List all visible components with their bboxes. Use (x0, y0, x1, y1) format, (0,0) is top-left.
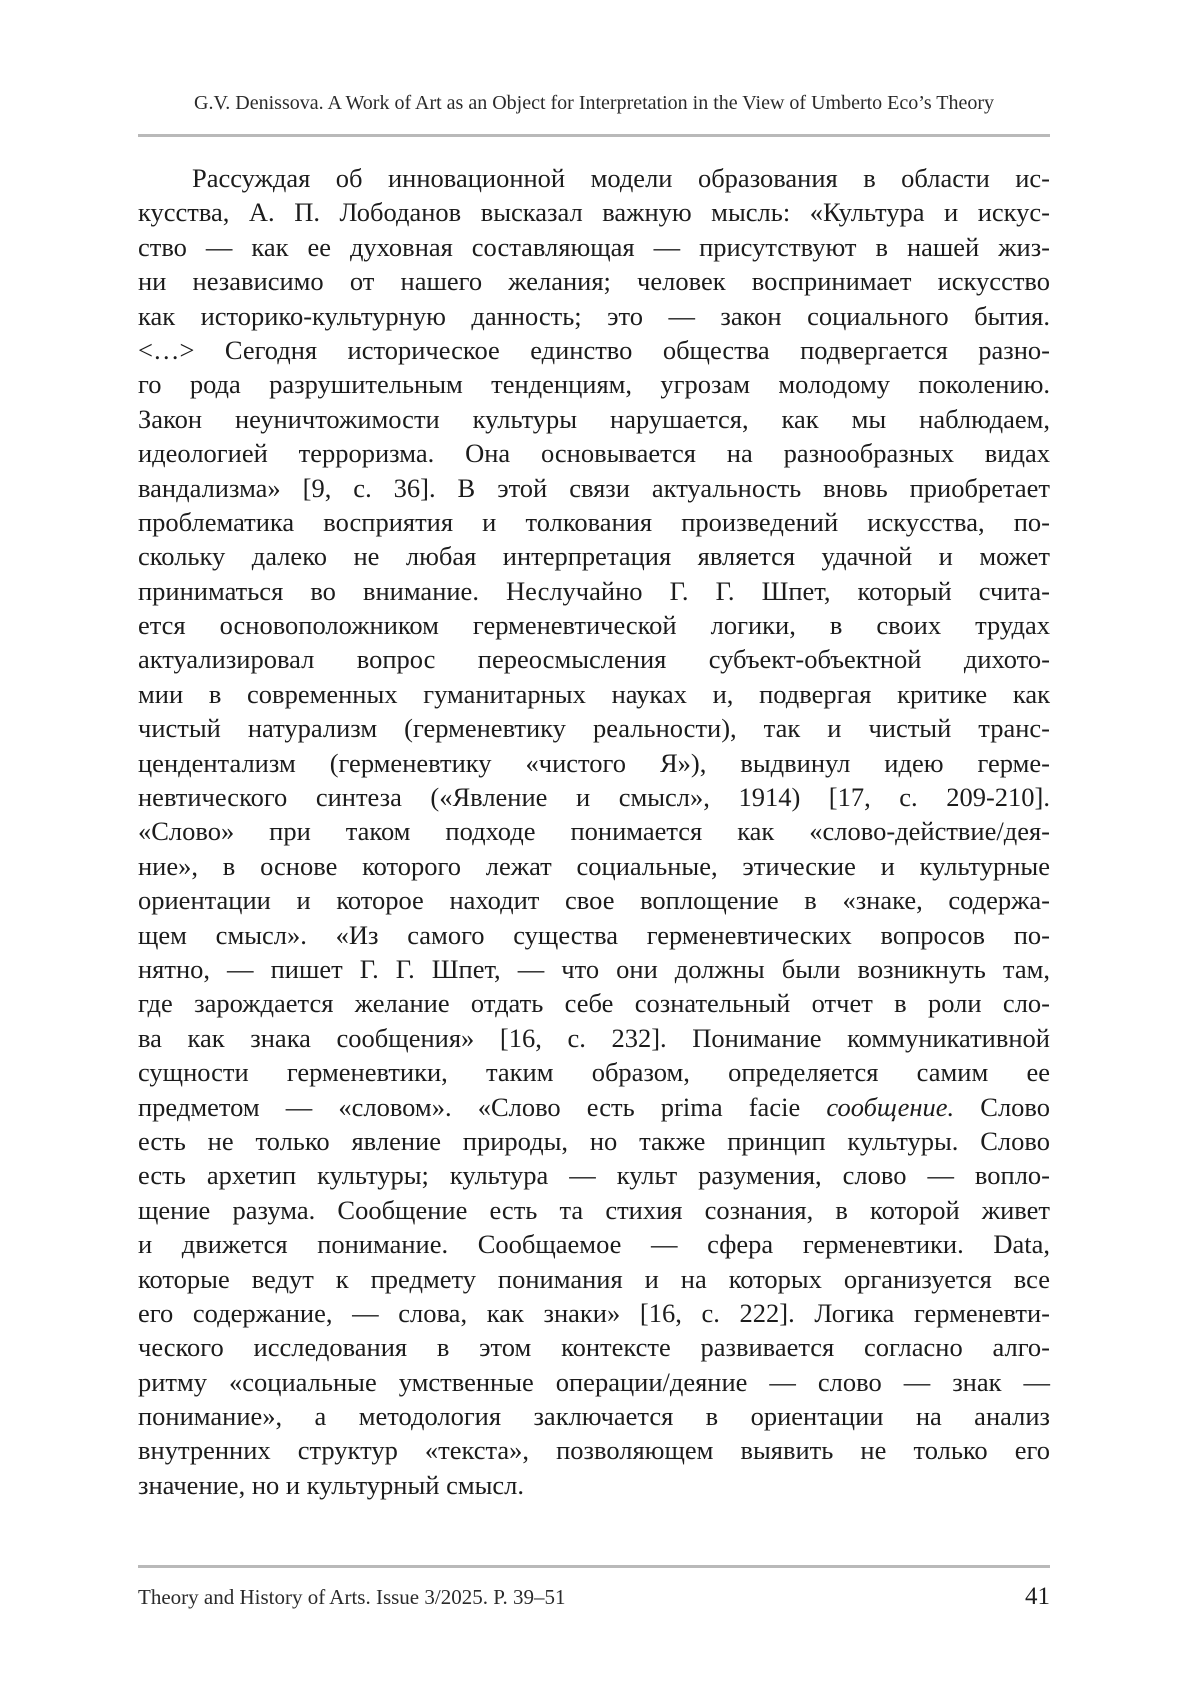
text-line-with-italic (138, 1090, 1050, 1124)
text-line: актуализировал вопрос переосмысления субъект-объектной дихото- (138, 644, 1050, 675)
text-line: <…> Сегодня историческое единство общества подвергается разно- (138, 334, 1050, 365)
text-line: чистый натурализм (герменевтику реальности), так и чистый транс- (138, 713, 1050, 744)
text-line: ритму «социальные умственные операции/деяние — слово — знак — (138, 1366, 1050, 1397)
text-line: значение, но и культурный смысл. (138, 1469, 525, 1500)
text-line: есть архетип культуры; культура — культ разумения, слово — вопло- (138, 1160, 1050, 1191)
text-segment: Слово (954, 1091, 1051, 1122)
text-line: ние», в основе которого лежат социальные, этические и культурные (138, 850, 1050, 881)
text-line: и движется понимание. Сообщаемое — сфера герменевтики. Data, (138, 1229, 1050, 1260)
text-line: щение разума. Сообщение есть та стихия сознания, в которой живет (138, 1194, 1050, 1225)
header-divider (138, 134, 1050, 137)
journal-citation: Theory and History of Arts. Issue 3/2025. P. 39–51 (138, 1585, 566, 1609)
text-line: ни независимо от нашего желания; человек воспринимает искусство (138, 266, 1050, 297)
text-line: проблематика восприятия и толкования произведений искусства, по- (138, 506, 1050, 537)
body-paragraph (138, 161, 1050, 1502)
text-line: го рода разрушительным тенденциям, угрозам молодому поколению. (138, 369, 1050, 400)
text-line: вандализма» [9, с. 36]. В этой связи актуальность вновь приобретает (138, 472, 1050, 503)
text-line: невтического синтеза («Явление и смысл», 1914) [17, с. 209-210]. (138, 782, 1050, 813)
text-line: которые ведут к предмету понимания и на которых организуется все (138, 1263, 1050, 1294)
text-line: ется основоположником герменевтической логики, в своих трудах (138, 610, 1050, 641)
text-line: мии в современных гуманитарных науках и, подвергая критике как (138, 678, 1050, 709)
text-line: где зарождается желание отдать себе сознательный отчет в роли сло- (138, 988, 1050, 1019)
text-line: внутренних структур «текста», позволяющем выявить не только его (138, 1435, 1050, 1466)
text-line: сущности герменевтики, таким образом, определяется самим ее (138, 1057, 1050, 1088)
text-line: ориентации и которое находит свое воплощение в «знаке, содержа- (138, 885, 1050, 916)
text-line: ческого исследования в этом контексте развивается согласно алго- (138, 1332, 1050, 1363)
text-segment: предметом — «словом». «Слово есть prima facie (138, 1091, 827, 1122)
text-line: нятно, — пишет Г. Г. Шпет, — что они должны были возникнуть там, (138, 953, 1050, 984)
text-line: Рассуждая об инновационной модели образования в области ис- (192, 163, 1050, 193)
text-line: кусства, А. П. Лободанов высказал важную мысль: «Культура и искус- (138, 197, 1050, 228)
text-line: понимание», а методология заключается в ориентации на анализ (138, 1401, 1050, 1432)
text-line: ва как знака сообщения» [16, с. 232]. Понимание коммуникативной (138, 1022, 1050, 1053)
text-line: как историко-культурную данность; это — закон социального бытия. (138, 300, 1050, 331)
text-line: приниматься во внимание. Неслучайно Г. Г. Шпет, который счита- (138, 575, 1050, 606)
text-line: «Слово» при таком подходе понимается как «слово-действие/дея- (138, 816, 1050, 847)
text-line: есть не только явление природы, но также принцип культуры. Слово (138, 1125, 1050, 1156)
page-number: 41 (1025, 1583, 1050, 1610)
italic-term: сообщение. (826, 1091, 955, 1122)
running-head: G.V. Denissova. A Work of Art as an Object for Interpretation in the View of Umberto Eco’s Theory (194, 92, 994, 114)
text-line: Закон неуничтожимости культуры нарушается, как мы наблюдаем, (138, 403, 1050, 434)
text-line: идеологией терроризма. Она основывается на разнообразных видах (138, 438, 1050, 469)
text-line: скольку далеко не любая интерпретация является удачной и может (138, 541, 1050, 572)
text-line: щем смысл». «Из самого существа герменевтических вопросов по- (138, 919, 1050, 950)
text-line: цендентализм (герменевтику «чистого Я»), выдвинул идею герме- (138, 747, 1050, 778)
text-line: его содержание, — слова, как знаки» [16, с. 222]. Логика герменевти- (138, 1297, 1050, 1328)
footer-divider (138, 1565, 1050, 1568)
text-line: ство — как ее духовная составляющая — присутствуют в нашей жиз- (138, 231, 1050, 262)
